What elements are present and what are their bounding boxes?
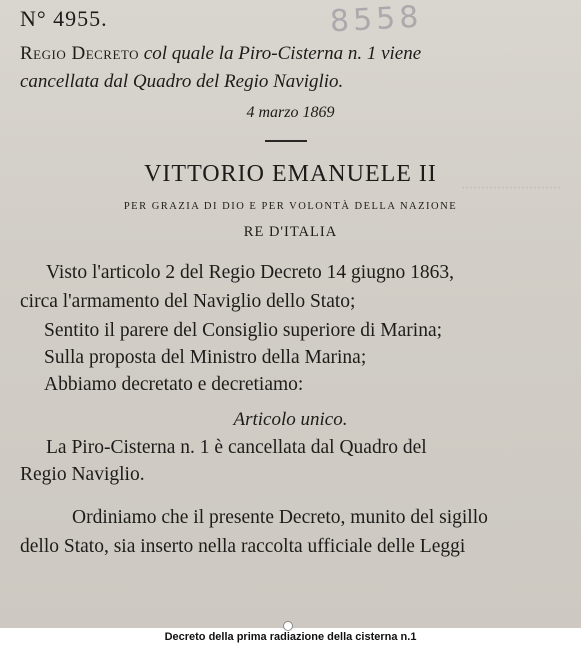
scroll-handle[interactable]	[283, 621, 293, 631]
decree-heading	[20, 40, 560, 96]
decree-number: N° 4955.	[20, 6, 108, 31]
handwritten-number: 8558	[329, 0, 424, 40]
king-title: RE D'ITALIA	[243, 224, 338, 240]
heading-lead: Regio Decreto	[20, 43, 140, 64]
heading-rest: col quale la Piro-Cisterna n. 1 viene	[143, 43, 422, 64]
heading-line-2: cancellata dal Quadro del Regio Naviglio.	[20, 71, 344, 92]
body-line: circa l'armamento del Naviglio dello Stato;	[20, 291, 356, 312]
divider	[265, 140, 307, 142]
image-caption: Decreto della prima radiazione della cisterna n.1	[164, 631, 417, 643]
body-line: Visto l'articolo 2 del Regio Decreto 14 giugno 1863,	[46, 262, 454, 283]
article-title: Articolo unico.	[233, 409, 348, 430]
decree-date: 4 marzo 1869	[246, 104, 335, 121]
closing-line: Ordiniamo che il presente Decreto, munito del sigillo	[72, 507, 488, 528]
closing-line: dello Stato, sia inserto nella raccolta ufficiale delle Leggi	[20, 536, 466, 557]
body-line: Sentito il parere del Consiglio superiore di Marina;	[44, 320, 443, 341]
grace-formula: PER GRAZIA DI DIO E PER VOLONTÀ DELLA NAZIONE	[123, 201, 458, 212]
body-line: Abbiamo decretato e decretiamo:	[44, 374, 304, 395]
king-name: VITTORIO EMANUELE II	[144, 161, 437, 187]
article-line: Regio Naviglio.	[20, 464, 145, 485]
article-line: La Piro-Cisterna n. 1 è cancellata dal Quadro del	[46, 437, 427, 458]
bleed-through-text: ·························	[461, 180, 561, 197]
body-line: Sulla proposta del Ministro della Marina;	[44, 347, 367, 368]
